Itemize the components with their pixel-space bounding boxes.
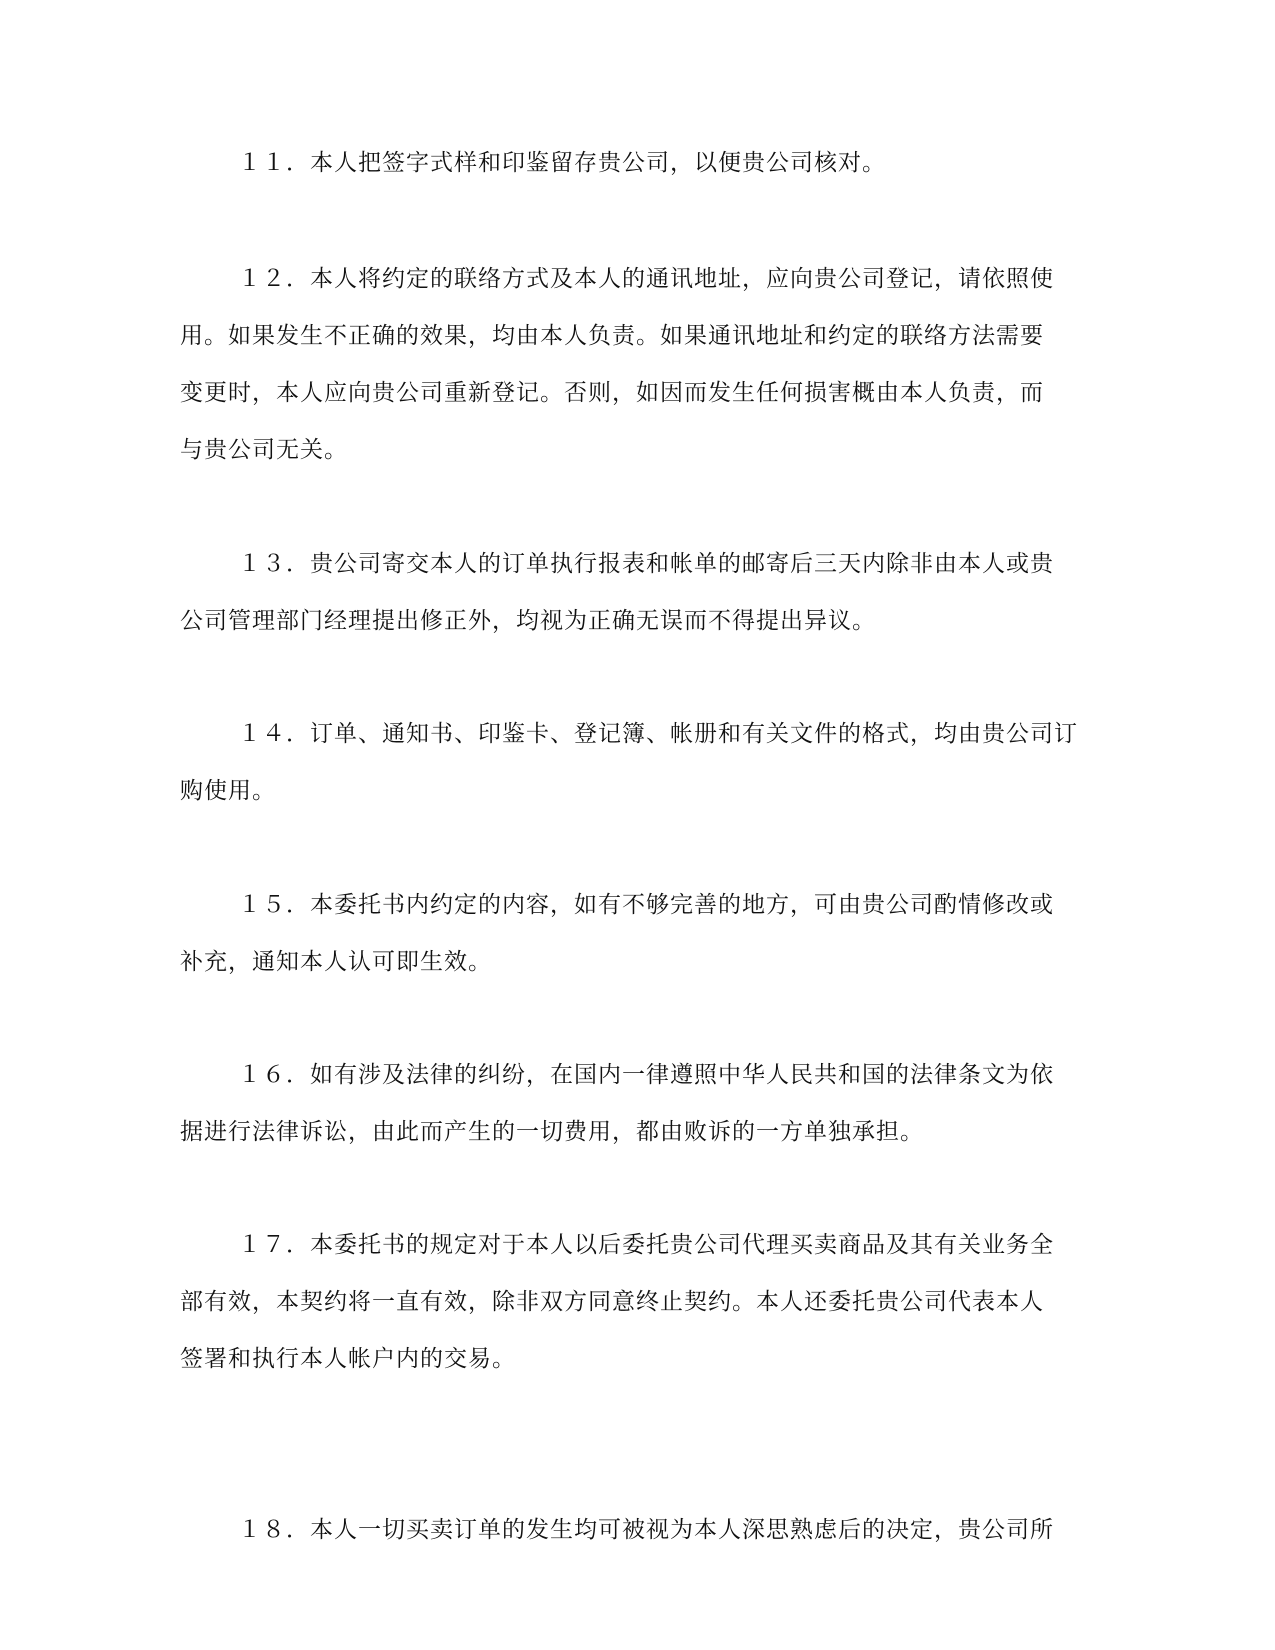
paragraph-line: 公司管理部门经理提出修正外，均视为正确无误而不得提出异议。 [180,608,876,634]
paragraph-line: １３．贵公司寄交本人的订单执行报表和帐单的邮寄后三天内除非由本人或贵 [238,551,1054,577]
paragraph-line: １５．本委托书内约定的内容，如有不够完善的地方，可由贵公司酌情修改或 [238,892,1054,918]
paragraph-line: １１．本人把签字式样和印鉴留存贵公司，以便贵公司核对。 [238,150,886,176]
paragraph-11 [180,135,1090,192]
paragraph-line: １２．本人将约定的联络方式及本人的通讯地址，应向贵公司登记，请依照使 [238,266,1054,292]
paragraph-line: 购使用。 [180,778,276,804]
paragraph-line: 签署和执行本人帐户内的交易。 [180,1346,516,1372]
paragraph-line: 与贵公司无关。 [180,437,348,463]
paragraph-line: 补充，通知本人认可即生效。 [180,949,492,975]
paragraph-12 [180,251,1090,479]
paragraph-line: 部有效，本契约将一直有效，除非双方同意终止契约。本人还委托贵公司代表本人 [180,1289,1044,1315]
paragraph-14 [180,706,1090,820]
paragraph-17 [180,1217,1090,1388]
paragraph-line: １８．本人一切买卖订单的发生均可被视为本人深思熟虑后的决定，贵公司所 [238,1517,1054,1543]
paragraph-line: 用。如果发生不正确的效果，均由本人负责。如果通讯地址和约定的联络方法需要 [180,323,1044,349]
paragraph-15 [180,877,1090,991]
paragraph-line: １７．本委托书的规定对于本人以后委托贵公司代理买卖商品及其有关业务全 [238,1232,1054,1258]
paragraph-line: 变更时，本人应向贵公司重新登记。否则，如因而发生任何损害概由本人负责，而 [180,380,1044,406]
paragraph-13 [180,536,1090,650]
paragraph-line: １４．订单、通知书、印鉴卡、登记簿、帐册和有关文件的格式，均由贵公司订 [238,721,1078,747]
paragraph-line: １６．如有涉及法律的纠纷，在国内一律遵照中华人民共和国的法律条文为依 [238,1062,1054,1088]
paragraph-line: 据进行法律诉讼，由此而产生的一切费用，都由败诉的一方单独承担。 [180,1119,924,1145]
paragraph-16 [180,1047,1090,1161]
paragraph-18 [180,1502,1090,1559]
